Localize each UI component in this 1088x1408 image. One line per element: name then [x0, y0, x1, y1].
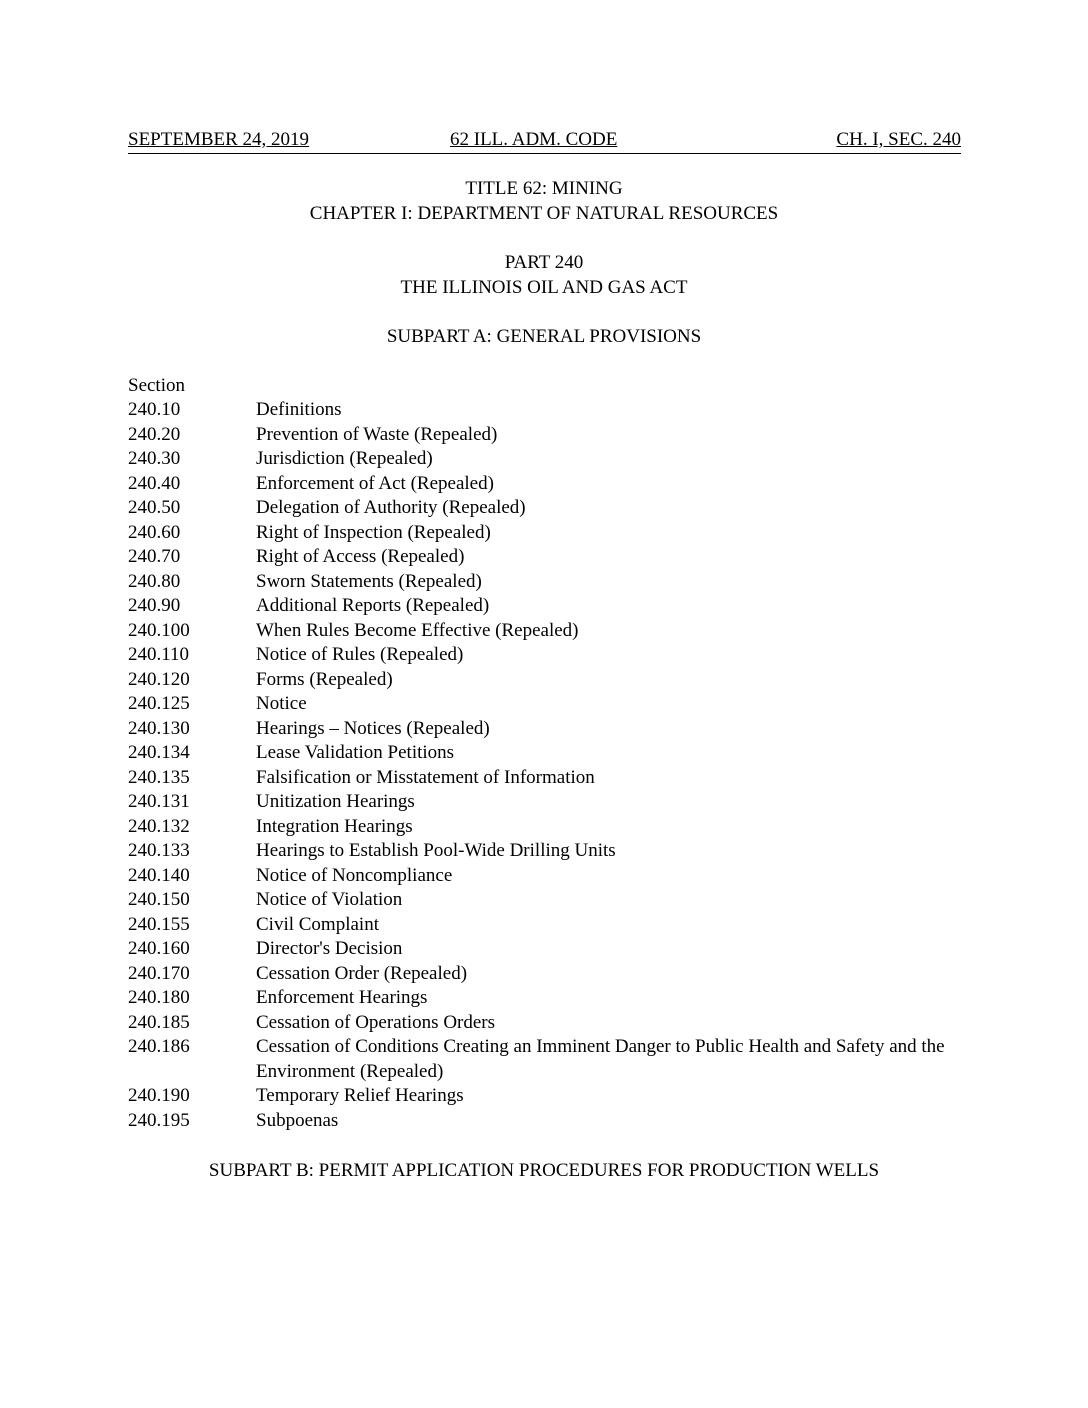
- section-number: 240.170: [128, 962, 190, 984]
- section-number: 240.130: [128, 717, 190, 739]
- section-number: 240.50: [128, 497, 181, 518]
- section-entry: [128, 937, 948, 962]
- section-title: Director's Decision: [256, 938, 403, 959]
- section-title: Subpoenas: [256, 1109, 339, 1131]
- section-entry: [128, 423, 948, 448]
- section-title: Enforcement of Act (Repealed): [256, 472, 494, 494]
- section-entry: [128, 496, 948, 521]
- section-title: Falsification or Misstatement of Information: [256, 766, 595, 788]
- running-header: [128, 129, 961, 154]
- section-title: Notice of Rules (Repealed): [256, 644, 464, 665]
- section-entry: [128, 717, 948, 742]
- section-number: 240.134: [128, 742, 190, 763]
- section-number: 240.10: [128, 399, 181, 420]
- section-entry: [128, 741, 948, 766]
- section-number: 240.150: [128, 889, 190, 910]
- section-title: Definitions: [256, 399, 342, 420]
- section-entry: [128, 1011, 948, 1036]
- section-number: 240.110: [128, 644, 190, 665]
- section-number: 240.120: [128, 668, 190, 690]
- section-number: 240.195: [128, 1109, 190, 1131]
- section-entry: [128, 766, 948, 791]
- section-entry: [128, 1084, 948, 1109]
- section-number: 240.140: [128, 864, 190, 886]
- section-number: 240.20: [128, 423, 181, 445]
- section-title: Notice of Violation: [256, 889, 403, 910]
- section-title: Hearings to Establish Pool-Wide Drilling Units: [256, 840, 616, 861]
- section-entry: [128, 545, 948, 570]
- section-entry: [128, 839, 948, 864]
- section-title: Right of Access (Repealed): [256, 546, 465, 567]
- section-entry: [128, 962, 948, 987]
- section-number: 240.155: [128, 913, 190, 935]
- section-title: Notice of Noncompliance: [256, 864, 453, 886]
- section-number: 240.186: [128, 1036, 190, 1057]
- section-number: 240.70: [128, 546, 181, 567]
- section-number: 240.180: [128, 987, 190, 1008]
- section-title: Sworn Statements (Repealed): [256, 570, 482, 592]
- section-entry: [128, 815, 948, 840]
- section-entry: [128, 668, 948, 693]
- section-list: [128, 398, 948, 1133]
- section-title: Cessation of Operations Orders: [256, 1011, 496, 1033]
- section-entry: [128, 1109, 948, 1134]
- section-title: Additional Reports (Repealed): [256, 595, 490, 616]
- section-number: 240.60: [128, 521, 181, 543]
- section-entry: [128, 570, 948, 595]
- section-title: Hearings – Notices (Repealed): [256, 717, 490, 739]
- section-title: Lease Validation Petitions: [256, 742, 455, 763]
- section-entry: [128, 472, 948, 497]
- section-title: Right of Inspection (Repealed): [256, 521, 491, 543]
- header-section: CH. I, SEC. 240: [836, 129, 961, 150]
- section-title: Jurisdiction (Repealed): [256, 448, 433, 469]
- section-number: 240.125: [128, 693, 190, 714]
- section-number: 240.131: [128, 791, 190, 812]
- section-entry: [128, 790, 948, 815]
- section-number: 240.80: [128, 570, 181, 592]
- section-number: 240.30: [128, 448, 181, 469]
- section-title: Cessation Order (Repealed): [256, 962, 468, 984]
- section-number: 240.100: [128, 619, 190, 641]
- section-title: Temporary Relief Hearings: [256, 1085, 464, 1106]
- section-title: Notice: [256, 693, 307, 714]
- section-number: 240.132: [128, 815, 190, 837]
- section-entry: [128, 447, 948, 472]
- subpart-b-heading: SUBPART B: PERMIT APPLICATION PROCEDURES FOR PRODUCTION WELLS: [208, 1160, 880, 1181]
- chapter-heading: CHAPTER I: DEPARTMENT OF NATURAL RESOURCES: [309, 203, 779, 224]
- section-title: Forms (Repealed): [256, 668, 393, 690]
- section-title: Cessation of Conditions Creating an Imminent Danger to Public Health and Safety and the Environment (Repealed): [256, 1036, 945, 1082]
- section-number: 240.160: [128, 938, 190, 959]
- section-number: 240.133: [128, 840, 190, 861]
- section-entry: [128, 692, 948, 717]
- section-entry: [128, 521, 948, 546]
- section-title: Prevention of Waste (Repealed): [256, 423, 498, 445]
- section-title: Enforcement Hearings: [256, 987, 428, 1008]
- section-number: 240.40: [128, 472, 181, 494]
- section-title: When Rules Become Effective (Repealed): [256, 619, 579, 641]
- title-heading: TITLE 62: MINING: [465, 178, 623, 199]
- part-heading: PART 240: [504, 252, 584, 273]
- section-entry: [128, 643, 948, 668]
- section-title: Civil Complaint: [256, 913, 379, 935]
- header-date: SEPTEMBER 24, 2019: [128, 129, 310, 150]
- section-title: Unitization Hearings: [256, 791, 415, 812]
- section-number: 240.135: [128, 766, 190, 788]
- section-entry: [128, 594, 948, 619]
- section-number: 240.90: [128, 595, 181, 616]
- subpart-a-heading: SUBPART A: GENERAL PROVISIONS: [386, 326, 702, 347]
- section-entry: [128, 619, 948, 644]
- section-entry: [128, 888, 948, 913]
- section-entry: [128, 398, 948, 423]
- section-label: Section: [128, 375, 185, 396]
- section-number: 240.185: [128, 1011, 190, 1033]
- section-entry: [128, 913, 948, 938]
- section-title: Delegation of Authority (Repealed): [256, 497, 526, 518]
- header-code: 62 ILL. ADM. CODE: [450, 129, 618, 150]
- part-name-heading: THE ILLINOIS OIL AND GAS ACT: [400, 277, 688, 298]
- section-entry: [128, 1035, 948, 1084]
- section-number: 240.190: [128, 1085, 190, 1106]
- section-entry: [128, 864, 948, 889]
- section-title: Integration Hearings: [256, 815, 413, 837]
- section-entry: [128, 986, 948, 1011]
